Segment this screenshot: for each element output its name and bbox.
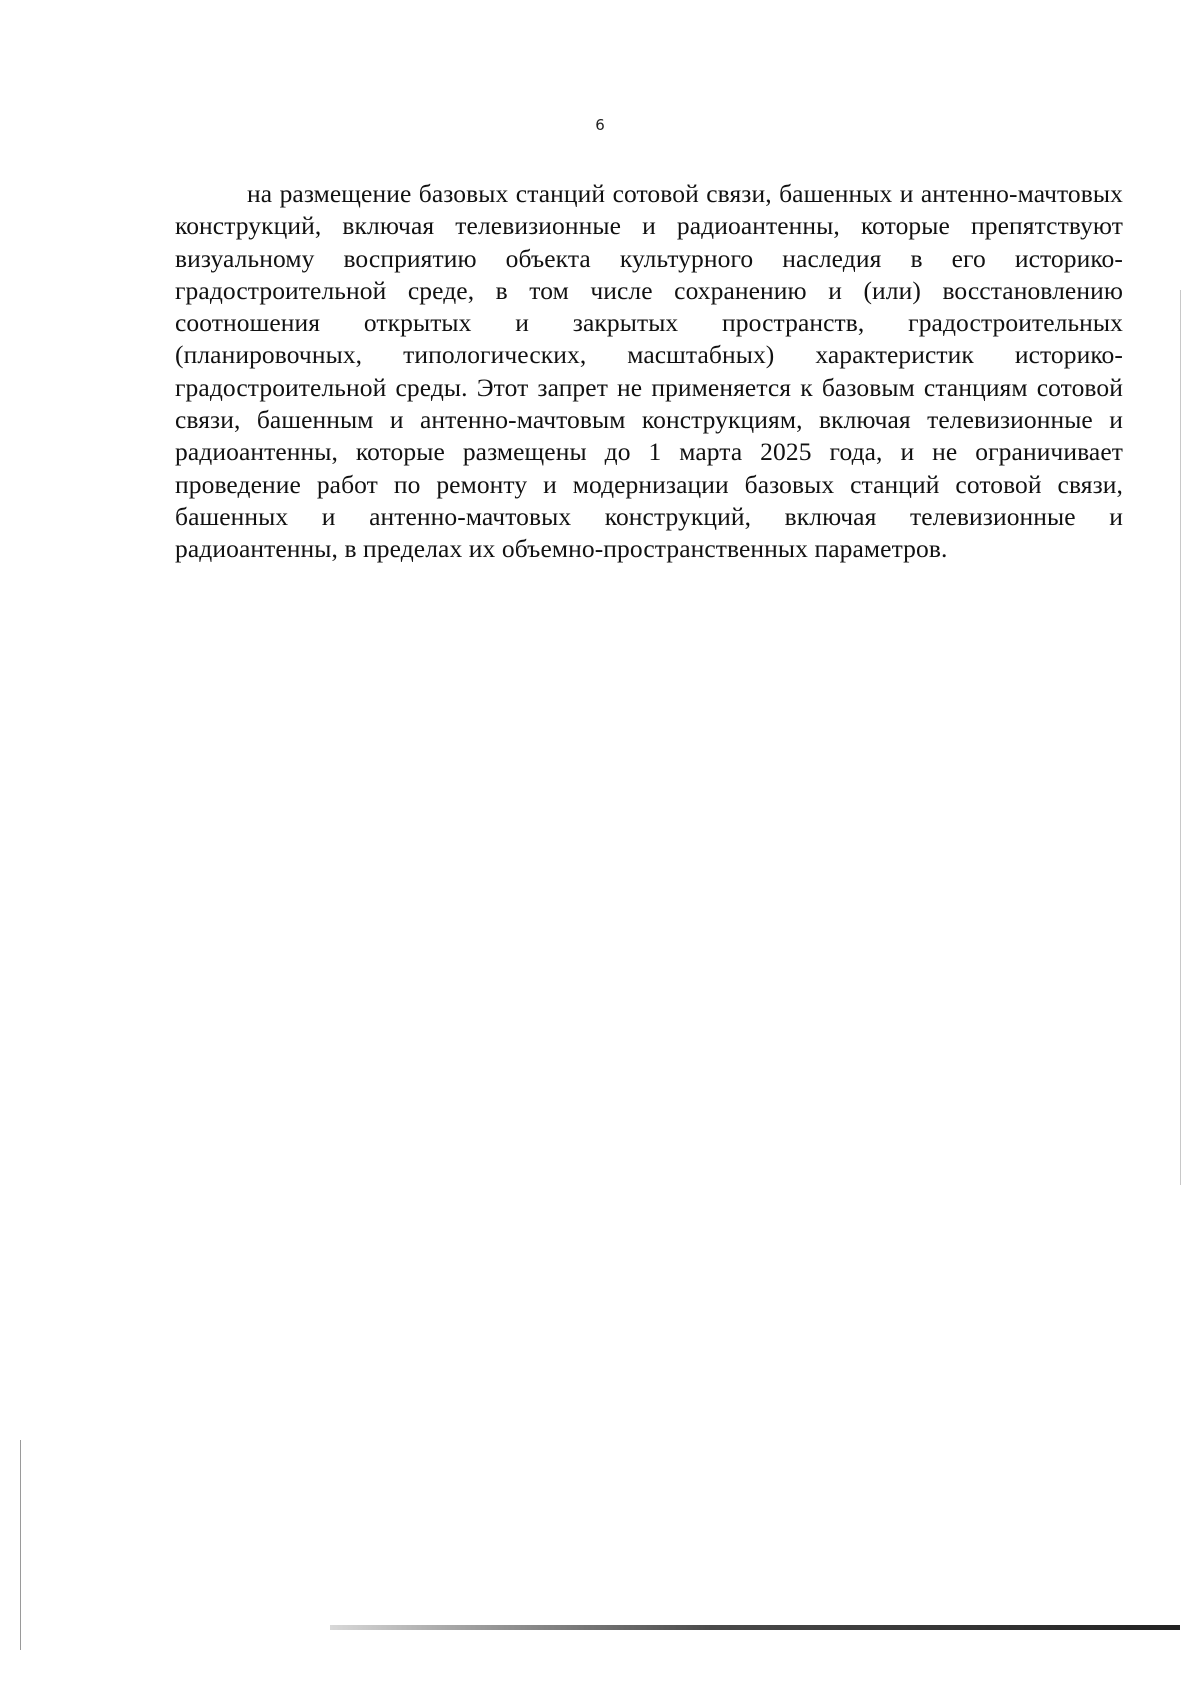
scan-edge-line-right: [1180, 290, 1181, 1185]
page-number: 6: [595, 116, 605, 134]
scan-edge-bar-bottom: [330, 1625, 1180, 1630]
body-paragraph: на размещение базовых станций сотовой связи, башенных и антенно-мачтовых конструкций, включая телевизионные и радиоантенны, которые препятствуют визуальному восприятию объекта культурного наследия в его историко-градостроительной среде, в том числе сохранению и (или) восстановлению соотношения открытых и закрытых пространств, градостроительных (планировочных, типологических, масштабных) характеристик историко-градостроительной среды. Этот запрет не применяется к базовым станциям сотовой связи, башенным и антенно-мачтовым конструкциям, включая телевизионные и радиоантенны, которые размещены до 1 марта 2025 года, и не ограничивает проведение работ по ремонту и модернизации базовых станций сотовой связи, башенных и антенно-мачтовых конструкций, включая телевизионные и радиоантенны, в пределах их объемно-пространственных параметров.: [175, 179, 1123, 564]
scan-edge-line-left: [20, 1440, 21, 1650]
